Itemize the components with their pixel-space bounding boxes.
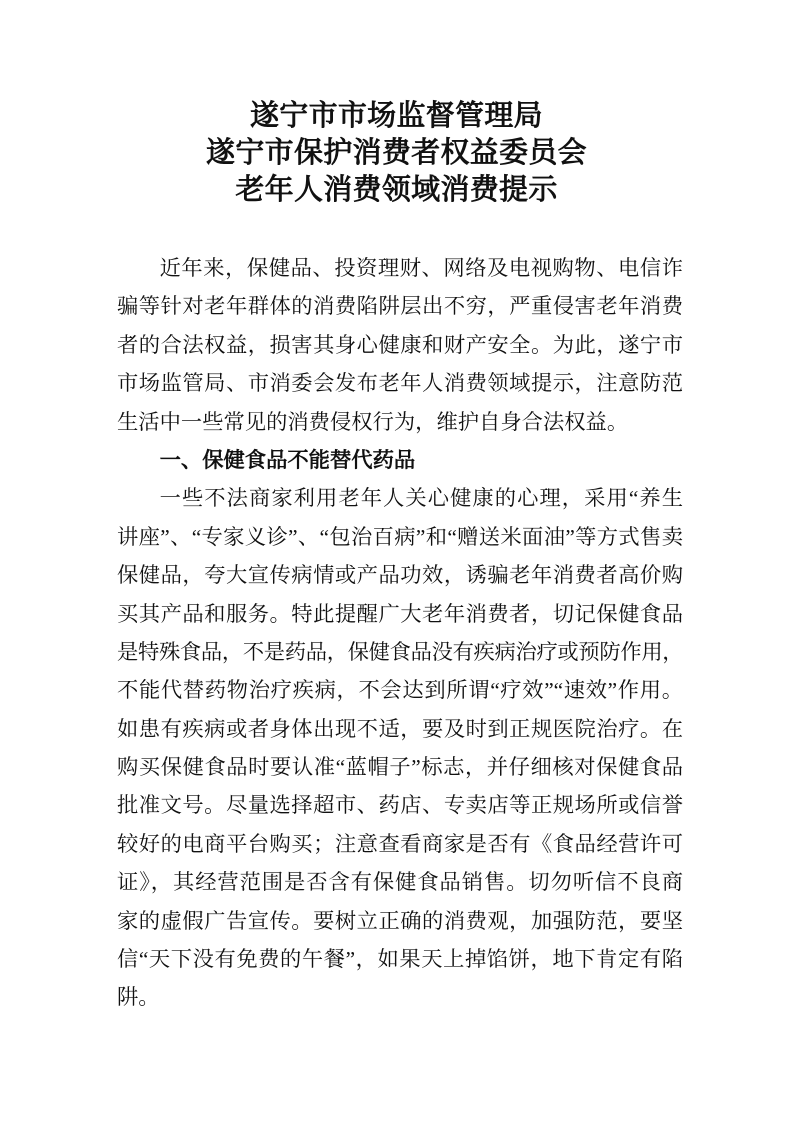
- section-1-paragraph-line: 购买保健食品时要认准“蓝帽子”标志，并仔细核对保健食品: [117, 755, 683, 780]
- section-1-heading: 一、保健食品不能替代药品: [159, 447, 416, 472]
- title-line-notice-subject: 老年人消费领域消费提示: [235, 174, 558, 206]
- section-1-paragraph-line: 较好的电商平台购买；注意查看商家是否有《食品经营许可: [117, 831, 683, 856]
- intro-paragraph-line: 市场监管局、市消委会发布老年人消费领域提示，注意防范: [117, 371, 683, 396]
- section-1-paragraph-line: 如患有疾病或者身体出现不适，要及时到正规医院治疗。在: [117, 716, 683, 741]
- intro-paragraph: [117, 249, 683, 441]
- document-body: [117, 249, 683, 1017]
- section-1-paragraph-line: 证》，其经营范围是否含有保健食品销售。切勿听信不良商: [117, 870, 683, 895]
- section-1-paragraph: [117, 479, 683, 1016]
- section-1-paragraph-line: 不能代替药物治疗疾病，不会达到所谓“疗效”“速效”作用。: [117, 678, 683, 703]
- intro-paragraph-line: 者的合法权益，损害其身心健康和财产安全。为此，遂宁市: [117, 332, 683, 357]
- section-1-paragraph-line: 一些不法商家利用老年人关心健康的心理，采用“养生: [159, 486, 683, 511]
- section-1-paragraph-line: 是特殊食品，不是药品，保健食品没有疾病治疗或预防作用，: [117, 639, 683, 664]
- document-title: [0, 98, 793, 209]
- section-1-paragraph-line: 保健品，夸大宣传病情或产品功效，诱骗老年消费者高价购: [117, 563, 683, 588]
- intro-paragraph-line: 近年来，保健品、投资理财、网络及电视购物、电信诈: [159, 256, 683, 280]
- intro-paragraph-line: 骗等针对老年群体的消费陷阱层出不穷，严重侵害老年消费: [117, 294, 683, 319]
- section-1-paragraph-line: 讲座”、“专家义诊”、“包治百病”和“赠送米面油”等方式售卖: [117, 524, 683, 549]
- intro-paragraph-line: 生活中一些常见的消费侵权行为，维护自身合法权益。: [117, 409, 629, 434]
- title-line-market-regulation-bureau: 遂宁市市场监督管理局: [249, 100, 543, 132]
- section-1-paragraph-line: 阱。: [117, 985, 160, 1010]
- title-line-consumer-association: 遂宁市保护消费者权益委员会: [206, 137, 587, 169]
- section-1-paragraph-line: 批准文号。尽量选择超市、药店、专卖店等正规场所或信誉: [117, 793, 683, 818]
- section-1-paragraph-line: 信“天下没有免费的午餐”，如果天上掉馅饼，地下肯定有陷: [117, 947, 683, 972]
- section-1-paragraph-line: 买其产品和服务。特此提醒广大老年消费者，切记保健食品: [117, 601, 683, 626]
- section-1-paragraph-line: 家的虚假广告宣传。要树立正确的消费观，加强防范，要坚: [117, 908, 683, 933]
